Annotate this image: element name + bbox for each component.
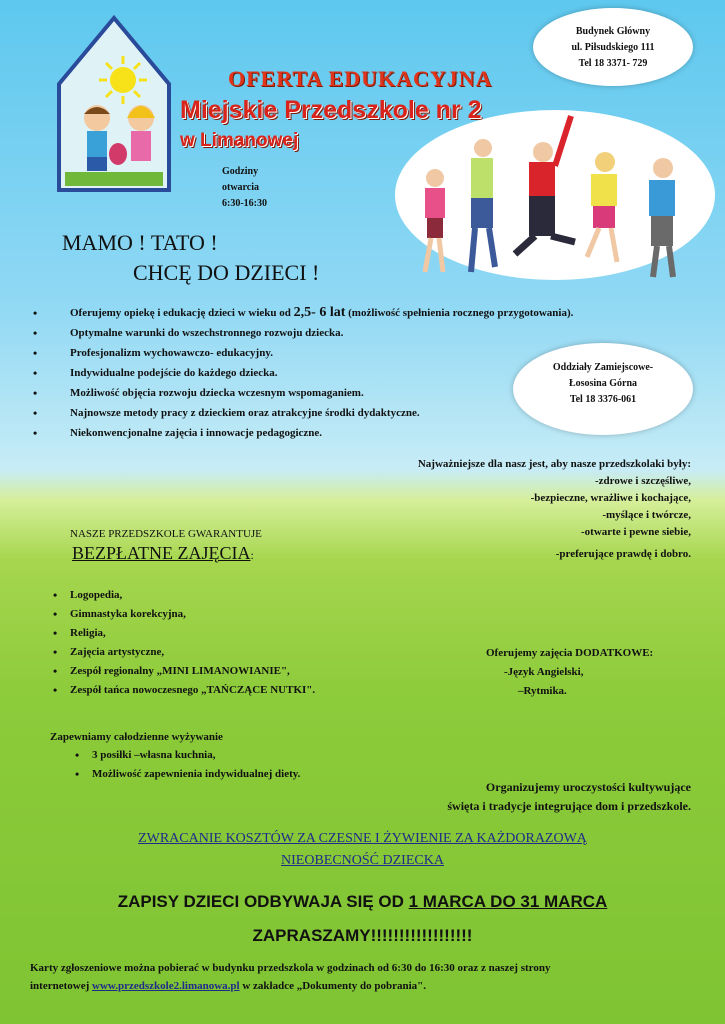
hours-label-1: Godziny [222,166,259,177]
main-building-name: Budynek Główny [575,26,651,37]
offer-age-prefix: Oferujemy opiekę i edukację dzieci w wieku od [70,307,294,319]
footer-line-2 [30,980,710,992]
goals-intro: Najważniejsze dla nasz jest, aby nasze przedszkolaki były: [417,458,691,470]
list-item: • Zespół tańca nowoczesnego „TAŃCZĄCE NUTKI". [70,681,410,700]
list-item [70,303,710,323]
enrollment-date-range: 1 MARCA DO 31 MARCA [408,892,608,911]
celebrations-line-2: święta i tradycje integrujące dom i przedszkole. [447,799,691,813]
opening-hours [222,164,267,212]
free-classes-colon: : [250,548,254,562]
kindergarten-logo [55,14,173,194]
goal-item: -myślące i twórcze, [602,509,691,521]
extra-class-item: -Język Angielski, [504,666,584,678]
food-intro: Zapewniamy całodzienne wyżywanie [50,731,223,743]
branch-location: Łososina Górna [568,378,638,389]
celebrations-block [331,778,691,816]
goal-item: -preferujące prawdę i dobro. [555,548,691,560]
offer-age-suffix: (możliwość spełnienia rocznego przygotowania). [345,307,574,319]
hours-value: 6:30-16:30 [222,198,267,209]
list-item: • 3 posiłki –własna kuchnia, [92,746,412,765]
goal-item: -otwarte i pewne siebie, [581,526,691,538]
invitation: ZAPRASZAMY!!!!!!!!!!!!!!!!!! [252,926,473,945]
list-item: • Indywidualne podejście do każdego dziecka. [70,363,710,383]
extra-class-item: –Rytmika. [518,685,567,697]
extra-classes-heading: Oferujemy zajęcia DODATKOWE: [486,647,654,659]
kindergarten-name: Miejskie Przedszkole nr 2 [180,96,482,124]
enrollment-dates [20,892,705,912]
list-item: • Możliwość objęcia rozwoju dziecka wczesnym wspomaganiem. [70,383,710,403]
footer-suffix: w zakładce „Dokumenty do pobrania". [239,980,427,992]
guarantee-label: NASZE PRZEDSZKOLE GWARANTUJE [70,528,262,540]
list-item: • Profesjonalizm wychowawczo- edukacyjny. [70,343,710,363]
offer-title: OFERTA EDUKACYJNA [228,66,493,91]
list-item: • Gimnastyka korekcyjna, [70,605,410,624]
free-classes-heading: BEZPŁATNE ZAJĘCIA [72,543,251,563]
list-item: • Logopedia, [70,586,410,605]
free-classes-heading-wrap [72,543,254,564]
hours-label-2: otwarcia [222,182,260,193]
branch-title: Oddziały Zamiejscowe- [552,362,654,373]
footer-line-1: Karty zgłoszeniowe można pobierać w budynku przedszkola w godzinach od 6:30 do 16:30 oraz z naszej strony [30,962,551,974]
list-item: • Zespół regionalny „MINI LIMANOWIANIE", [70,662,410,681]
free-classes-list [70,586,410,700]
celebrations-line-1: Organizujemy uroczystości kultywujące [485,780,691,794]
list-item: • Najnowsze metody pracy z dzieckiem oraz atrakcyjne środki dydaktyczne. [70,403,710,423]
goals-block [331,456,691,563]
list-item: • Niekonwencjonalne zajęcia i innowacje pedagogiczne. [70,423,710,443]
list-item: • Optymalne warunki do wszechstronnego rozwoju dziecka. [70,323,710,343]
branch-phone: Tel 18 3376-061 [569,394,637,405]
list-item: • Zajęcia artystyczne, [70,643,410,662]
slogan-line-1: MAMO ! TATO ! [62,230,218,255]
branch-info [520,360,686,408]
main-building-address: ul. Piłsudskiego 111 [571,42,655,53]
jumping-children-photo [395,112,710,287]
main-building-info [540,24,686,72]
goal-item: -bezpieczne, wrażliwe i kochające, [530,492,691,504]
goal-item: -zdrowe i szczęśliwe, [594,475,691,487]
offer-age-range: 2,5- 6 lat [293,305,346,320]
website-link[interactable]: www.przedszkole2.limanowa.pl [92,980,240,992]
footer-prefix: internetowej [30,980,93,992]
main-building-phone: Tel 18 3371- 729 [578,58,648,69]
refund-notice [40,828,685,872]
slogan-line-2: CHCĘ DO DZIECI ! [133,260,320,285]
list-item: • Możliwość zapewnienia indywidualnej diety. [92,765,412,784]
refund-line-1: ZWRACANIE KOSZTÓW ZA CZESNE I ŻYWIENIE ZA KAŻDORAZOWĄ [138,831,587,846]
kindergarten-city: w Limanowej [180,130,299,151]
refund-line-2: NIEOBECNOŚĆ DZIECKA [281,853,444,868]
enrollment-prefix: ZAPISY DZIECI ODBYWAJA SIĘ OD [117,892,409,911]
list-item: • Religia, [70,624,410,643]
